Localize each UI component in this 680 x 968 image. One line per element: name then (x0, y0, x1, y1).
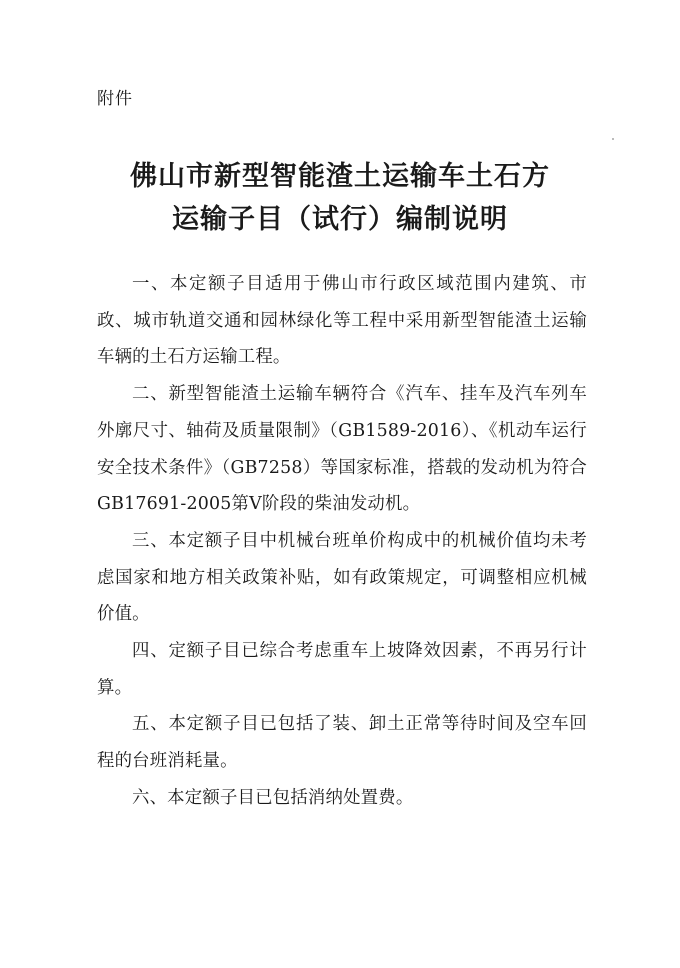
document-title-line-1: 佛山市新型智能渣土运输车土石方 (130, 161, 550, 192)
paragraph-5: 五、本定额子目已包括了装、卸土正常等待时间及空车回程的台班消耗量。 (97, 714, 587, 772)
document-title-line-2: 运输子目（试行）编制说明 (172, 204, 508, 235)
paragraph-6: 六、本定额子目已包括消纳处置费。 (132, 787, 414, 808)
document-body (97, 266, 587, 817)
paragraph-3: 三、本定额子目中机械台班单价构成中的机械价值均未考虑国家和地方相关政策补贴，如有政策规定，可调整相应机械价值。 (97, 530, 587, 625)
paragraph-1: 一、本定额子目适用于佛山市行政区域范围内建筑、市政、城市轨道交通和园林绿化等工程中采用新型智能渣土运输车辆的土石方运输工程。 (97, 274, 587, 368)
paragraph-4: 四、定额子目已综合考虑重车上坡降效因素，不再另行计算。 (97, 641, 587, 698)
scan-speck (612, 138, 614, 140)
paragraph-2: 二、新型智能渣土运输车辆符合《汽车、挂车及汽车列车外廓尺寸、轴荷及质量限制》（GB1589-2016）、《机动车运行安全技术条件》（GB7258）等国家标准，搭载的发动机为符合GB17691-2005第V阶段的柴油发动机。 (97, 384, 587, 515)
attachment-label: 附件 (97, 89, 133, 109)
